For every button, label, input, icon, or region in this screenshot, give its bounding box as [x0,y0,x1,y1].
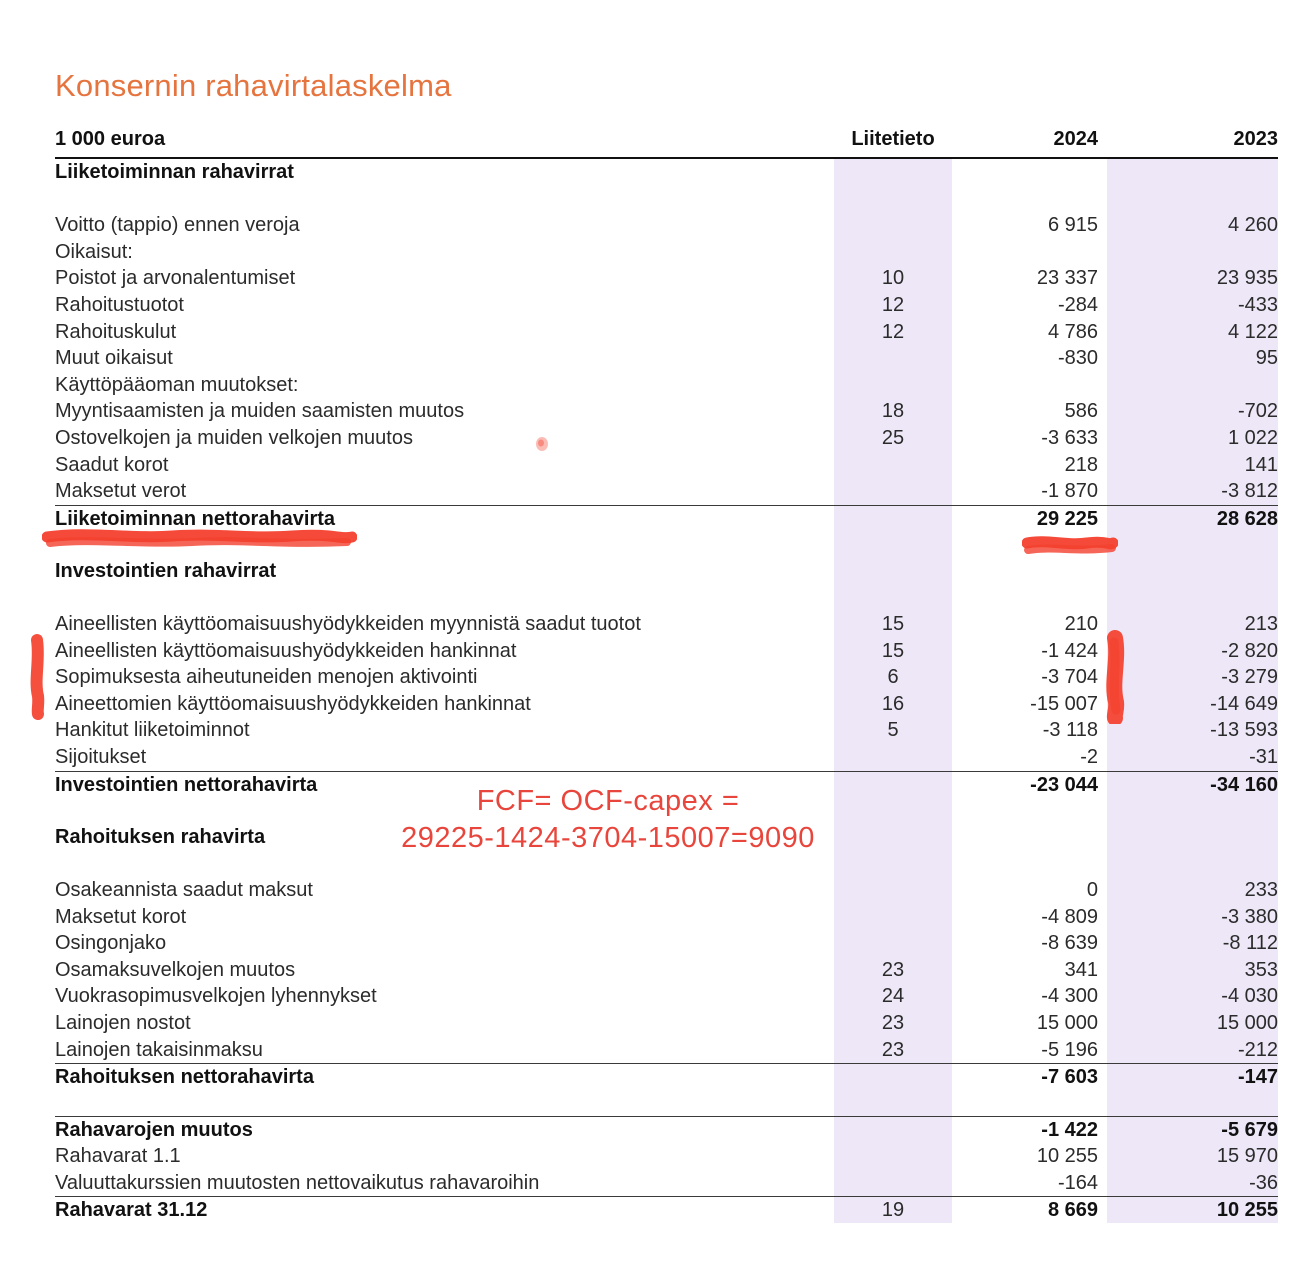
row-label: Ostovelkojen ja muiden velkojen muutos [55,426,413,449]
row-value-2024 [952,239,1098,266]
column-header-liitetieto: Liitetieto [851,128,935,150]
table-row [55,638,1278,665]
row-note-value: 18 [881,400,905,423]
row-value-2024: 0 [1086,879,1098,902]
unit-header: 1 000 euroa [55,128,166,150]
cash-flow-table [55,128,1278,1238]
row-value-2024: -1 424 [1041,639,1098,662]
table-row [55,345,1278,372]
table-row [55,372,1278,399]
row-label: Maksetut verot [55,480,187,503]
row-value-2024 [952,186,1098,213]
table-row [55,292,1278,319]
table-row [55,452,1278,479]
row-value-2024 [952,797,1098,824]
row-value-2023: 353 [1244,958,1278,981]
row-value-2024 [952,585,1098,612]
table-row [55,904,1278,931]
row-note-value: 25 [881,426,905,449]
row-value-2024: -5 196 [1041,1038,1098,1061]
row-value-2024: -2 [1080,746,1098,769]
row-note-value: 16 [881,692,905,715]
row-value-2024: -8 639 [1041,932,1098,955]
row-label: Sopimuksesta aiheutuneiden menojen aktivointi [55,666,478,689]
row-label: Aineellisten käyttöomaisuushyödykkeiden hankinnat [55,639,517,662]
table-row [55,877,1278,904]
row-label: Rahavarat 31.12 [55,1199,208,1222]
row-value-2024: 4 786 [1047,320,1098,343]
row-value-2023: 15 970 [1216,1144,1278,1167]
row-note-value: 23 [881,1012,905,1034]
row-note-value [834,212,952,239]
row-value-2024: 210 [1064,613,1098,636]
table-row [55,478,1278,505]
row-note-value [834,345,952,372]
row-note-value [834,744,952,771]
row-note-value [834,1143,952,1170]
row-value-2024 [952,531,1098,558]
row-value-2023 [1105,372,1278,399]
table-row [55,159,1278,186]
row-label: Osakeannista saadut maksut [55,879,313,902]
row-value-2023: -4 030 [1221,985,1278,1008]
row-value-2024: 8 669 [1047,1199,1098,1222]
page-title: Konsernin rahavirtalaskelma [55,68,452,103]
table-row [55,1010,1278,1037]
row-value-2023: -36 [1249,1171,1278,1194]
row-note-value: 10 [881,267,905,290]
row-value-2023 [1105,186,1278,213]
row-value-2024: -4 300 [1041,985,1098,1008]
table-row [55,265,1278,292]
row-value-2024: -1 422 [1041,1119,1098,1142]
row-value-2023 [1105,239,1278,266]
row-value-2023: 28 628 [1216,507,1278,530]
row-note-value [834,531,952,558]
row-note-value [834,1170,952,1197]
table-row [55,505,1278,532]
row-value-2024: 10 255 [1036,1144,1098,1167]
row-value-2024: -23 044 [1030,773,1098,796]
row-label: Aineettomien käyttöomaisuushyödykkeiden hankinnat [55,692,531,715]
row-value-2024: -830 [1057,347,1098,370]
row-value-2023: 15 000 [1216,1012,1278,1034]
row-note-value [834,850,952,877]
row-value-2023: -34 160 [1210,773,1278,796]
table-row [55,239,1278,266]
row-note-value [834,930,952,957]
row-value-2024: 218 [1064,453,1098,476]
fcf-annotation-line2: 29225-1424-3704-15007=9090 [401,822,815,854]
row-note-value: 15 [881,613,905,636]
row-note-value [834,772,952,799]
row-label: Osingonjako [55,932,167,955]
table-row [55,1170,1278,1197]
row-value-2024: -1 870 [1041,480,1098,503]
table-row [55,558,1278,585]
row-value-2024 [952,159,1098,186]
row-value-2023: -13 593 [1210,719,1278,742]
row-value-2023 [1105,824,1278,851]
row-value-2023: -14 649 [1210,692,1278,715]
row-value-2023: -212 [1237,1038,1278,1061]
row-label: Rahavarojen muutos [55,1119,253,1142]
row-note-value [834,239,952,266]
table-row [55,611,1278,638]
row-label [55,531,830,558]
row-value-2023: 233 [1244,879,1278,902]
row-value-2023 [1105,531,1278,558]
row-note-value [834,797,952,824]
row-value-2023: 141 [1244,453,1278,476]
row-note-value [834,506,952,533]
row-value-2023: 23 935 [1216,267,1278,290]
row-label: Lainojen takaisinmaksu [55,1038,263,1061]
row-note-value: 19 [881,1199,905,1222]
table-row [55,983,1278,1010]
row-value-2024: 23 337 [1036,267,1098,290]
row-label: Valuuttakurssien muutosten nettovaikutus rahavaroihin [55,1171,540,1194]
table-row [55,664,1278,691]
row-label [55,585,830,612]
row-value-2023: -433 [1237,293,1278,316]
table-row [55,531,1278,558]
row-value-2024: 6 915 [1047,214,1098,237]
row-note-value [834,372,952,399]
row-note-value [834,824,952,851]
fcf-annotation-line1: FCF= OCF-capex = [476,785,740,817]
row-value-2024: 586 [1064,400,1098,423]
table-row [55,425,1278,452]
table-row [55,186,1278,213]
row-note-value [834,558,952,585]
row-value-2023: -31 [1249,746,1278,769]
table-row [55,1090,1278,1117]
fcf-annotation [393,783,823,857]
table-rows [55,159,1278,1223]
row-note-value [834,904,952,931]
row-label: Rahoituksen nettorahavirta [55,1066,314,1089]
row-value-2024 [952,850,1098,877]
table-row [55,585,1278,612]
row-label: Osamaksuvelkojen muutos [55,958,296,981]
row-label: Rahavarat 1.1 [55,1144,181,1167]
row-value-2024: -4 809 [1041,905,1098,928]
row-value-2023 [1105,1090,1278,1117]
row-value-2023: 1 022 [1227,426,1278,449]
row-value-2023 [1105,797,1278,824]
row-note-value: 23 [881,958,905,981]
row-label: Hankitut liiketoiminnot [55,719,250,742]
table-row [55,1196,1278,1223]
row-note-value: 5 [887,719,899,742]
row-label: Liiketoiminnan nettorahavirta [55,507,336,530]
row-note-value: 12 [881,320,905,343]
row-value-2023 [1105,850,1278,877]
row-note-value [834,452,952,479]
row-label: Myyntisaamisten ja muiden saamisten muutos [55,400,465,423]
row-value-2024: -15 007 [1030,692,1098,715]
row-label: Oikaisut: [55,240,133,263]
row-note-value [834,1117,952,1144]
row-label: Rahoituskulut [55,320,177,343]
row-label: Maksetut korot [55,905,187,928]
row-value-2023: 4 260 [1227,214,1278,237]
row-value-2023: 95 [1255,347,1278,370]
row-note-value: 23 [881,1038,905,1061]
row-value-2023: 4 122 [1227,320,1278,343]
row-label: Aineellisten käyttöomaisuushyödykkeiden myynnistä saadut tuotot [55,613,641,636]
table-row [55,1063,1278,1090]
row-value-2023 [1105,159,1278,186]
row-label: Liiketoiminnan rahavirrat [55,161,294,183]
row-value-2024: -7 603 [1041,1066,1098,1089]
row-value-2024: -3 704 [1041,666,1098,689]
row-label: Vuokrasopimusvelkojen lyhennykset [55,985,377,1008]
row-note-value [834,186,952,213]
row-label: Investointien rahavirrat [55,559,277,582]
row-value-2024: 341 [1064,958,1098,981]
column-header-2023: 2023 [1233,128,1278,150]
row-label: Poistot ja arvonalentumiset [55,267,296,290]
table-row [55,212,1278,239]
row-note-value [834,877,952,904]
table-row [55,957,1278,984]
row-label: Saadut korot [55,453,169,476]
row-note-value: 15 [881,639,905,662]
table-header [55,128,1278,156]
table-row [55,930,1278,957]
table-row [55,398,1278,425]
table-row [55,691,1278,718]
row-value-2023 [1105,585,1278,612]
row-value-2023: -2 820 [1221,639,1278,662]
row-value-2024: -3 633 [1041,426,1098,449]
row-label: Lainojen nostot [55,1012,191,1034]
row-value-2023 [1105,558,1278,585]
column-header-2024: 2024 [1053,128,1098,150]
table-row [55,717,1278,744]
row-note-value [834,585,952,612]
table-row [55,1143,1278,1170]
row-value-2023: -3 279 [1221,666,1278,689]
row-value-2024: 29 225 [1036,507,1098,530]
row-label: Muut oikaisut [55,347,173,370]
row-note-value [834,1090,952,1117]
row-value-2023: -3 380 [1221,905,1278,928]
row-value-2024: 15 000 [1036,1012,1098,1034]
row-note-value [834,1064,952,1091]
row-label [55,1090,830,1117]
table-row [55,319,1278,346]
row-label: Voitto (tappio) ennen veroja [55,214,300,237]
table-row [55,744,1278,771]
row-value-2024 [952,372,1098,399]
row-value-2024 [952,824,1098,851]
table-row [55,1116,1278,1143]
row-note-value [834,159,952,186]
row-value-2023: 213 [1244,613,1278,636]
row-value-2023: 10 255 [1216,1199,1278,1222]
row-value-2023: -147 [1237,1066,1278,1089]
row-value-2024: -284 [1057,293,1098,316]
row-label [55,186,830,213]
row-label: Rahoituksen rahavirta [55,825,266,848]
row-label: Investointien nettorahavirta [55,773,318,796]
row-label: Sijoitukset [55,746,147,769]
row-value-2024 [952,1090,1098,1117]
row-value-2023: -702 [1237,400,1278,423]
row-value-2023: -3 812 [1221,480,1278,503]
row-value-2024: -164 [1057,1171,1098,1194]
red-marker-stripe-left [25,634,49,720]
table-row [55,1037,1278,1064]
row-note-value [834,478,952,505]
row-note-value: 24 [881,985,905,1008]
row-value-2023: -8 112 [1222,932,1278,955]
row-value-2024 [952,558,1098,585]
row-value-2024: -3 118 [1042,719,1098,742]
row-label: Käyttöpääoman muutokset: [55,373,299,396]
row-value-2023: -5 679 [1221,1119,1278,1142]
row-note-value: 12 [881,293,905,316]
row-note-value: 6 [887,666,899,689]
row-label: Rahoitustuotot [55,293,184,316]
